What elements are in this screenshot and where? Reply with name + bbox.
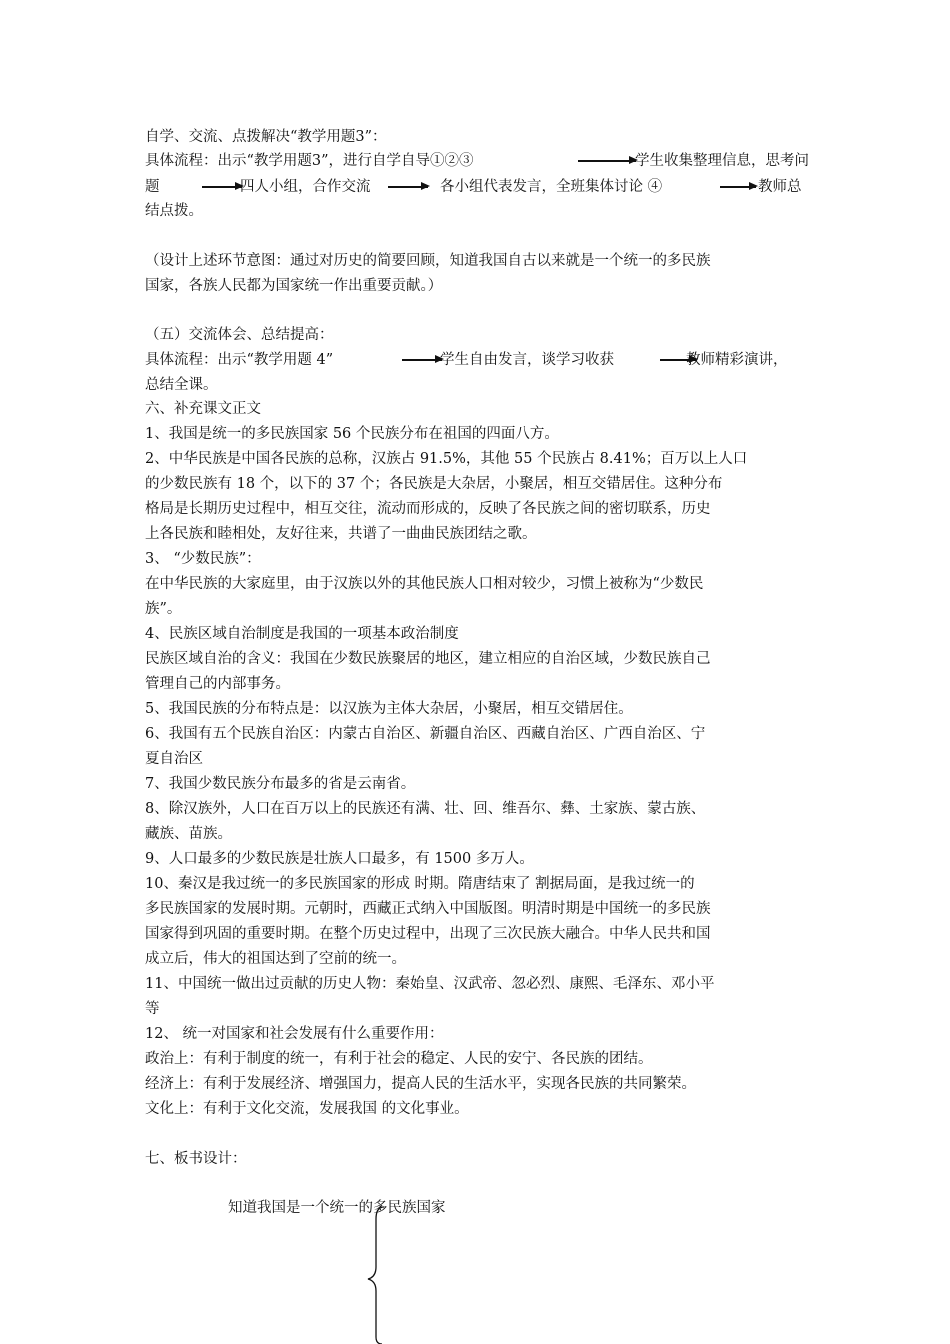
- arrow-icon: [388, 186, 428, 188]
- body-line: 11、中国统一做出过贡献的历史人物：秦始皇、汉武帝、忽必烈、康熙、毛泽东、邓小平: [145, 976, 715, 992]
- body-line: 经济上：有利于发展经济、增强国力，提高人民的生活水平，实现各民族的共同繁荣。: [145, 1076, 696, 1092]
- body-line: 多民族国家的发展时期。元朝时，西藏正式纳入中国版图。明清时期是中国统一的多民族: [145, 901, 711, 917]
- arrow-icon: [402, 359, 442, 361]
- flow-step-text: 结点拨。: [145, 203, 203, 219]
- arrow-icon: [720, 186, 756, 188]
- section-heading: 六、补充课文正文: [145, 401, 261, 417]
- body-line: 文化上：有利于文化交流，发展我国 的文化事业。: [145, 1101, 469, 1117]
- body-line: 民族区域自治的含义：我国在少数民族聚居的地区，建立相应的自治区域，少数民族自己: [145, 651, 711, 667]
- body-line: 7、我国少数民族分布最多的省是云南省。: [145, 776, 416, 792]
- flow-step-text: 具体流程：出示“教学用题3”，进行自学自导①②③: [145, 153, 474, 169]
- body-line: 4、民族区域自治制度是我国的一项基本政治制度: [145, 626, 459, 642]
- section-heading: 七、板书设计：: [145, 1151, 247, 1167]
- body-line: 在中华民族的大家庭里，由于汉族以外的其他民族人口相对较少，习惯上被称为“少数民: [145, 576, 704, 592]
- body-line: 政治上：有利于制度的统一，有利于社会的稳定、人民的安宁、各民族的团结。: [145, 1051, 653, 1067]
- blackboard-title: 知道我国是一个统一的多民族国家: [228, 1200, 446, 1216]
- body-line: 1、我国是统一的多民族国家 56 个民族分布在祖国的四面八方。: [145, 426, 559, 442]
- arrow-icon: [578, 160, 636, 162]
- flow-step-text: 各小组代表发言，全班集体讨论 ④: [440, 179, 663, 195]
- body-line: 藏族、苗族。: [145, 826, 232, 842]
- body-line: 2、中华民族是中国各民族的总称，汉族占 91.5%，其他 55 个民族占 8.41%；百万以上人口: [145, 451, 748, 467]
- flow-step-text: 教师总: [758, 179, 802, 195]
- body-line: 成立后，伟大的祖国达到了空前的统一。: [145, 951, 406, 967]
- body-line: 上各民族和睦相处，友好往来，共谱了一曲曲民族团结之歌。: [145, 526, 537, 542]
- section-heading: 自学、交流、点拨解决“教学用题3”：: [145, 129, 387, 145]
- body-line: 格局是长期历史过程中，相互交往，流动而形成的，反映了各民族之间的密切联系，历史: [145, 501, 711, 517]
- body-line: 国家得到巩固的重要时期。在整个历史过程中，出现了三次民族大融合。中华人民共和国: [145, 926, 711, 942]
- arrow-icon: [202, 186, 242, 188]
- body-line: 等: [145, 1001, 160, 1017]
- body-line: 管理自己的内部事务。: [145, 676, 290, 692]
- body-line: 夏自治区: [145, 751, 203, 767]
- body-line: 族”。: [145, 601, 182, 617]
- body-line: 10、秦汉是我过统一的多民族国家的形成 时期。隋唐结束了 割据局面，是我过统一的: [145, 876, 695, 892]
- design-note-line: （设计上述环节意图：通过对历史的简要回顾，知道我国自古以来就是一个统一的多民族: [145, 253, 711, 269]
- flow-step-text: 四人小组，合作交流: [240, 179, 371, 195]
- flow-step-text: 教师精彩演讲，: [686, 352, 788, 368]
- flow-step-text: 总结全课。: [145, 377, 218, 393]
- flow-step-text: 具体流程：出示“教学用题 4”: [145, 352, 334, 368]
- body-line: 5、我国民族的分布特点是：以汉族为主体大杂居，小聚居，相互交错居住。: [145, 701, 633, 717]
- flow-step-text: 学生收集整理信息，思考问: [635, 153, 809, 169]
- section-heading: （五）交流体会、总结提高：: [145, 327, 334, 343]
- flow-step-text: 题: [145, 179, 160, 195]
- curly-brace-icon: [360, 1205, 400, 1344]
- body-line: 6、我国有五个民族自治区：内蒙古自治区、新疆自治区、西藏自治区、广西自治区、宁: [145, 726, 706, 742]
- design-note-line: 国家，各族人民都为国家统一作出重要贡献。）: [145, 278, 443, 294]
- body-line: 9、人口最多的少数民族是壮族人口最多，有 1500 多万人。: [145, 851, 534, 867]
- body-line: 3、 “少数民族”：: [145, 551, 261, 567]
- body-line: 12、 统一对国家和社会发展有什么重要作用：: [145, 1026, 444, 1042]
- body-line: 的少数民族有 18 个，以下的 37 个；各民族是大杂居，小聚居，相互交错居住。这种分布: [145, 476, 723, 492]
- flow-step-text: 学生自由发言，谈学习收获: [440, 352, 614, 368]
- body-line: 8、除汉族外，人口在百万以上的民族还有满、壮、回、维吾尔、彝、土家族、蒙古族、: [145, 801, 706, 817]
